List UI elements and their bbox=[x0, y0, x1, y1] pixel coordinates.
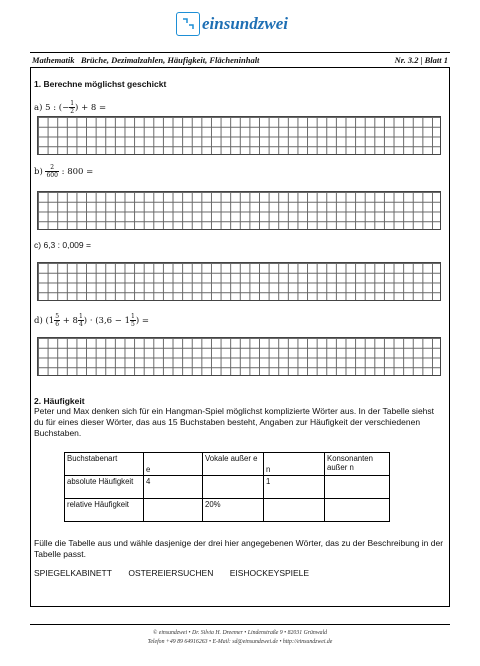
task-b-fraction bbox=[45, 164, 58, 179]
brand-logo bbox=[176, 12, 306, 40]
answer-grid-b[interactable] bbox=[37, 191, 441, 230]
task-d-part3: ) · (3,6 − 1 bbox=[83, 316, 130, 326]
table-header-cell: Konsonanten außer n bbox=[325, 453, 390, 476]
task-b-label: b) bbox=[34, 167, 43, 177]
task-d-part2: + 8 bbox=[62, 316, 78, 326]
section2-instruction: Fülle die Tabelle aus und wähle dasjenige der drei hier angegebenen Wörter, das zu der Beschreibung in der Tabelle passt. bbox=[34, 538, 444, 559]
task-d bbox=[34, 313, 149, 328]
task-b-num: 2 bbox=[45, 164, 58, 172]
header-rule-top bbox=[30, 52, 450, 53]
task-c-expr: 6,3 : 0,009 = bbox=[43, 240, 91, 250]
table-cell[interactable] bbox=[203, 476, 264, 499]
task-d-part4: ) = bbox=[135, 316, 149, 326]
task-d-f2-num: 1 bbox=[78, 313, 83, 320]
table-cell[interactable] bbox=[325, 499, 390, 522]
task-a-expr-start: 5 : (− bbox=[45, 103, 70, 113]
section2-title: 2. Häufigkeit bbox=[34, 396, 85, 406]
table-cell[interactable]: 1 bbox=[264, 476, 325, 499]
task-b-den: 600 bbox=[46, 172, 58, 179]
task-d-label: d) bbox=[34, 316, 43, 326]
task-a-expr-end: ) + 8 = bbox=[75, 103, 107, 113]
header-topic: Brüche, Dezimalzahlen, Häufigkeit, Flächeninhalt bbox=[80, 55, 260, 65]
table-cell: relative Häufigkeit bbox=[65, 499, 144, 522]
task-d-f3-num: 1 bbox=[131, 313, 135, 320]
task-d-fraction-1 bbox=[54, 313, 60, 328]
task-b-expr-end: : 800 = bbox=[61, 167, 94, 177]
task-d-f1-num: 5 bbox=[55, 313, 60, 320]
table-header-cell: n bbox=[264, 453, 325, 476]
task-a-num: 1 bbox=[70, 100, 75, 107]
table-cell: absolute Häufigkeit bbox=[65, 476, 144, 499]
section1-title: 1. Berechne möglichst geschickt bbox=[34, 79, 167, 89]
worksheet-header bbox=[32, 55, 448, 65]
task-d-f2-den: 4 bbox=[78, 321, 83, 328]
footer-line-2: Telefon +49 89 64916263 • E-Mail: sd@einsundzwei.de • http://einsundzwei.de bbox=[147, 639, 333, 645]
footer-line-1: © einsundzwei • Dr. Silvia H. Dreemer • Lindenstraße 9 • 82031 Grünwald bbox=[152, 630, 328, 636]
table-header-cell: e bbox=[144, 453, 203, 476]
header-subject: Mathematik bbox=[32, 55, 75, 65]
task-a-label: a) bbox=[34, 103, 43, 113]
word-option: SPIEGELKABINETT bbox=[34, 568, 112, 578]
table-cell[interactable] bbox=[325, 476, 390, 499]
answer-grid-d[interactable] bbox=[37, 337, 441, 376]
table-cell[interactable]: 4 bbox=[144, 476, 203, 499]
task-a bbox=[34, 100, 106, 115]
table-row bbox=[65, 476, 390, 499]
section2-intro: Peter und Max denken sich für ein Hangman-Spiel möglichst komplizierte Wörter aus. In der Tabelle siehst du für eines dieser Wörter, das aus 15 Buchstaben besteht, Angaben zur Häufigkeit der verschiedenen Buchstaben. bbox=[34, 406, 435, 438]
table-cell[interactable]: 20% bbox=[203, 499, 264, 522]
table-row bbox=[65, 453, 390, 476]
task-a-den: 2 bbox=[70, 108, 75, 115]
header-sheet-number: Nr. 3.2 | Blatt 1 bbox=[394, 55, 448, 65]
task-d-part1: (1 bbox=[45, 316, 55, 326]
table-cell[interactable] bbox=[144, 499, 203, 522]
word-option: EISHOCKEYSPIELE bbox=[229, 568, 310, 578]
task-b bbox=[34, 164, 93, 179]
logo-text: einsundzwei bbox=[202, 14, 288, 33]
task-c-label: c) bbox=[34, 240, 42, 250]
frequency-table bbox=[64, 452, 390, 522]
word-option: OSTEREIERSUCHEN bbox=[128, 568, 214, 578]
table-row bbox=[65, 499, 390, 522]
table-header-cell: Vokale außer e bbox=[203, 453, 264, 476]
logo-icon bbox=[176, 12, 200, 36]
answer-grid-c[interactable] bbox=[37, 262, 441, 301]
table-header-cell: Buchstabenart bbox=[65, 453, 144, 476]
task-d-f3-den: 5 bbox=[131, 321, 135, 328]
task-c bbox=[34, 240, 91, 250]
footer-rule bbox=[30, 624, 450, 625]
answer-grid-a[interactable] bbox=[37, 116, 441, 155]
table-cell[interactable] bbox=[264, 499, 325, 522]
word-choices bbox=[34, 568, 323, 578]
task-d-f1-den: 6 bbox=[55, 321, 60, 328]
